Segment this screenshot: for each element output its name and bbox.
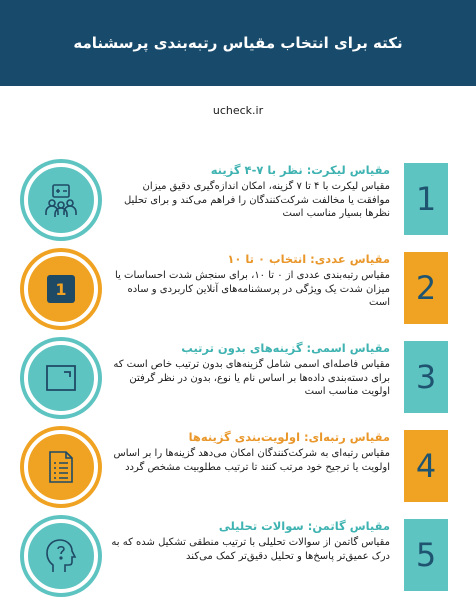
icon-circle (24, 252, 98, 326)
item-body: مقیاس لیکرت با ۴ تا ۷ گزینه، امکان اندازه‌گیری دقیق میزان موافقت یا مخالفت شرکت‌کنندگان را فراهم می‌کند و برای تحلیل نظرها بسیار مناسب است (123, 181, 390, 219)
icon-circle (24, 430, 98, 504)
item-title: مقیاس عددی: انتخاب ۰ تا ۱۰ (227, 252, 390, 266)
icon-circle (24, 519, 98, 593)
frame-icon (44, 363, 78, 393)
item-text (110, 163, 390, 221)
item-title: مقیاس لیکرت: نظر با ۷-۴ گزینه (210, 163, 390, 177)
item-number: 3 (404, 341, 448, 413)
number-one-icon (47, 275, 75, 303)
list-item-2 (0, 252, 476, 330)
item-title: مقیاس گاتمن: سوالات تحلیلی (218, 519, 390, 533)
number-one-icon-label: 1 (55, 279, 67, 299)
item-body: مقیاس رتبه‌ای به شرکت‌کنندگان امکان می‌دهد گزینه‌ها را بر اساس اولویت یا ترجیح خود مرتب کنند تا ترتیب مطلوبیت مشخص گردد (113, 448, 390, 473)
header-banner (0, 0, 476, 86)
item-title: مقیاس رتبه‌ای: اولویت‌بندی گزینه‌ها (188, 430, 390, 444)
people-icon (43, 182, 79, 218)
head-question-icon (45, 537, 77, 575)
page-title: نکته برای انتخاب مقیاس رتبه‌بندی پرسشنامه (73, 34, 403, 52)
site-label: ucheck.ir (212, 104, 264, 117)
item-body: مقیاس فاصله‌ای اسمی شامل گزینه‌های بدون ترتیب خاص است که برای دسته‌بندی داده‌ها بر اساس نام یا نوع، بدون در نظر گرفتن اولویت مناسب است (113, 359, 390, 397)
item-title: مقیاس اسمی: گزینه‌های بدون ترتیب (181, 341, 390, 355)
item-text (110, 519, 390, 563)
icon-circle (24, 341, 98, 415)
item-number: 5 (404, 519, 448, 591)
item-body: مقیاس گاتمن از سوالات تحلیلی با ترتیب منطقی تشکیل شده که به درک عمیق‌تر پاسخ‌ها و تحلیل دقیق‌تر کمک می‌کند (111, 537, 390, 562)
item-number: 4 (404, 430, 448, 502)
list-item-5 (0, 519, 476, 597)
document-list-icon (46, 449, 76, 485)
item-number: 2 (404, 252, 448, 324)
list-item-1 (0, 163, 476, 241)
item-text (110, 252, 390, 310)
list-item-3 (0, 341, 476, 419)
item-text (110, 341, 390, 399)
icon-circle (24, 163, 98, 237)
item-body: مقیاس رتبه‌بندی عددی از ۰ تا ۱۰، برای سنجش شدت احساسات یا میزان شدت یک ویژگی در پرسشنامه‌های آنلاین کاربردی و ساده است (115, 270, 390, 308)
item-text (110, 430, 390, 474)
item-number: 1 (404, 163, 448, 235)
list-item-4 (0, 430, 476, 508)
